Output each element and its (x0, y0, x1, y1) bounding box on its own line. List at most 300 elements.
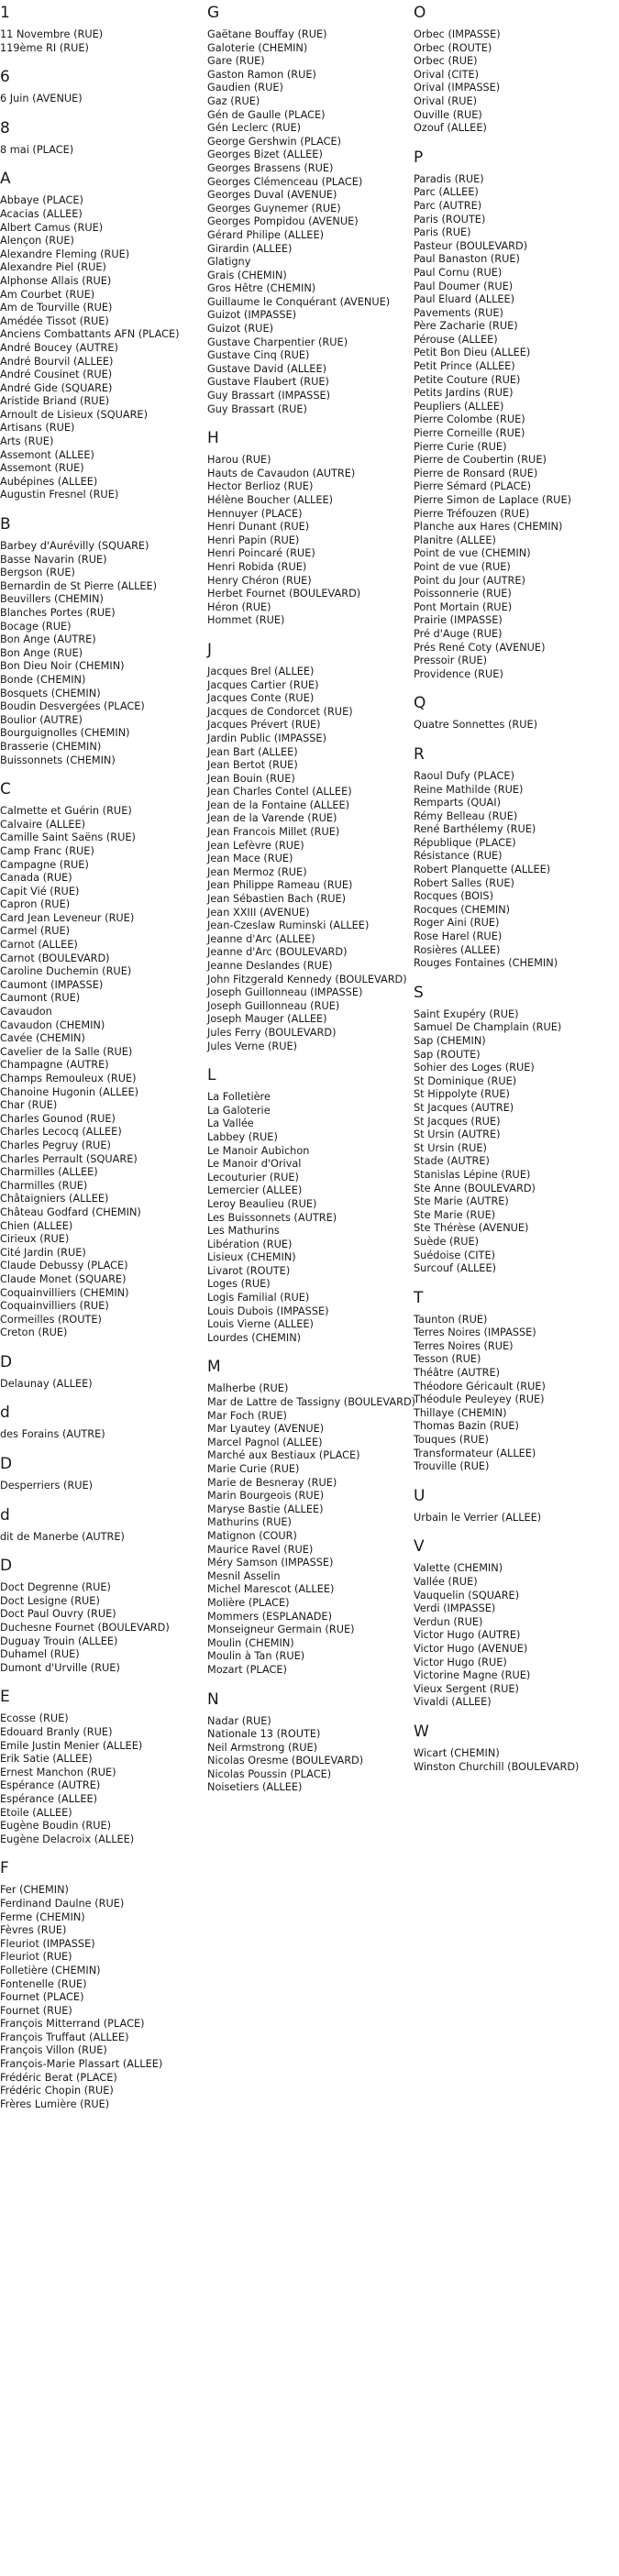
street-item: Robert Salles (RUE) (414, 876, 514, 889)
street-item: Malherbe (RUE) (207, 1382, 289, 1395)
street-index-column (414, 4, 613, 1787)
street-item: Pierre Tréfouzen (RUE) (414, 507, 530, 520)
street-item: Pressoir (RUE) (414, 655, 488, 667)
street-item: Frères Lumière (RUE) (0, 2097, 110, 2110)
street-item: Char (RUE) (0, 1099, 58, 1112)
street-item: Orbec (IMPASSE) (414, 28, 501, 40)
street-item: Victor Hugo (AUTRE) (414, 1629, 521, 1642)
street-item: Chien (ALLEE) (0, 1219, 73, 1232)
street-item: Henri Poincaré (RUE) (207, 547, 315, 560)
street-item: Charmilles (ALLEE) (0, 1166, 98, 1179)
street-item: Château Godfard (CHEMIN) (0, 1205, 141, 1218)
street-item: Card Jean Leveneur (RUE) (0, 911, 135, 924)
section-letter-heading: Q (414, 694, 426, 713)
street-item: Aubépines (ALLEE) (0, 475, 98, 488)
street-list (414, 173, 613, 682)
street-list (0, 1531, 200, 1545)
street-item: Orival (CITE) (414, 68, 480, 81)
street-item: Erik Satie (ALLEE) (0, 1753, 93, 1766)
street-item: Gaston Ramon (RUE) (207, 68, 316, 81)
street-item: Gare (RUE) (207, 55, 265, 68)
section-letter-heading: D (0, 1455, 13, 1474)
street-item: dit de Manerbe (AUTRE) (0, 1530, 125, 1543)
street-item: Peupliers (ALLEE) (414, 400, 504, 413)
street-item: Georges Duval (AVENUE) (207, 189, 337, 202)
street-item: Jeanne d'Arc (BOULEVARD) (207, 946, 348, 959)
street-item: Paul Cornu (RUE) (414, 266, 503, 279)
street-item: Assemont (RUE) (0, 462, 84, 475)
street-item: Ernest Manchon (RUE) (0, 1766, 116, 1778)
street-item: Camille Saint Saëns (RUE) (0, 831, 136, 844)
street-item: Jean XXIII (AVENUE) (207, 906, 310, 919)
street-item: Rosières (ALLEE) (414, 943, 501, 956)
street-list (414, 1562, 613, 1710)
street-item: Nicolas Poussin (PLACE) (207, 1767, 332, 1780)
street-item: Jean Lefèvre (RUE) (207, 839, 304, 852)
section-letter-heading: 8 (0, 118, 10, 138)
street-item: Henri Dunant (RUE) (207, 521, 310, 534)
street-item: Moulin à Tan (RUE) (207, 1650, 305, 1663)
street-item: Poissonnerie (RUE) (414, 588, 512, 600)
street-item: La Galoterie (207, 1104, 271, 1117)
street-item: Thillaye (CHEMIN) (414, 1406, 507, 1419)
street-item: Henri Robida (RUE) (207, 560, 307, 573)
street-item: Orbec (ROUTE) (414, 41, 492, 54)
street-item: Guy Brassart (RUE) (207, 402, 307, 415)
street-item: Transformateur (ALLEE) (414, 1447, 536, 1459)
street-item: Vallée (RUE) (414, 1576, 478, 1588)
street-item: Ferdinand Daulne (RUE) (0, 1897, 125, 1910)
street-item: Ferme (CHEMIN) (0, 1910, 85, 1923)
street-item: Les Buissonnets (AUTRE) (207, 1211, 337, 1224)
section-letter-heading: D (0, 1557, 13, 1576)
street-item: Doct Degrenne (RUE) (0, 1581, 111, 1594)
section-letter-heading: d (0, 1505, 10, 1525)
street-item: Coquainvilliers (RUE) (0, 1300, 109, 1313)
street-item: Hennuyer (PLACE) (207, 507, 303, 520)
letter-section (207, 4, 407, 416)
street-item: Sohier des Loges (RUE) (414, 1062, 535, 1074)
street-index-column (207, 4, 416, 1808)
section-letter-heading: C (0, 780, 11, 799)
street-item: La Folletière (207, 1091, 271, 1104)
section-letter-heading: E (0, 1688, 10, 1707)
street-item: Fontenelle (RUE) (0, 1977, 87, 1990)
street-item: Duchesne Fournet (BOULEVARD) (0, 1622, 170, 1635)
street-item: Desperriers (RUE) (0, 1480, 94, 1492)
street-item: François Mitterrand (PLACE) (0, 2018, 145, 2031)
street-item: Fournet (PLACE) (0, 1991, 84, 2004)
street-item: Nadar (RUE) (207, 1714, 271, 1727)
street-item: Michel Marescot (ALLEE) (207, 1583, 335, 1596)
section-letter-heading: F (0, 1859, 9, 1878)
street-item: Ste Thérèse (AVENUE) (414, 1222, 529, 1235)
street-item: Rose Harel (RUE) (414, 930, 503, 943)
street-item: Doct Paul Ouvry (RUE) (0, 1608, 116, 1621)
street-item: Delaunay (ALLEE) (0, 1377, 93, 1390)
street-item: Lemercier (ALLEE) (207, 1184, 303, 1197)
street-item: Jean de la Varende (RUE) (207, 812, 337, 825)
street-item: Anciens Combattants AFN (PLACE) (0, 328, 180, 341)
section-letter-heading: S (414, 983, 424, 1002)
street-item: Ste Marie (RUE) (414, 1208, 496, 1221)
street-item: Reine Mathilde (RUE) (414, 783, 524, 796)
street-item: La Vallée (207, 1117, 254, 1130)
street-item: Taunton (RUE) (414, 1313, 488, 1326)
street-item: Ste Anne (BOULEVARD) (414, 1182, 536, 1194)
street-item: Girardin (ALLEE) (207, 242, 293, 255)
street-item: François Villon (RUE) (0, 2044, 107, 2057)
street-item: Pré d'Auge (RUE) (414, 627, 503, 640)
street-item: Am de Tourville (RUE) (0, 302, 113, 314)
street-item: Fèvres (RUE) (0, 1924, 67, 1937)
street-item: Pavements (RUE) (414, 306, 503, 319)
street-item: Victor Hugo (AVENUE) (414, 1642, 528, 1655)
street-item: Marie Curie (RUE) (207, 1463, 300, 1475)
street-item: Carmel (RUE) (0, 925, 71, 938)
street-item: Père Zacharie (RUE) (414, 320, 518, 333)
street-item: Jardin Public (IMPASSE) (207, 732, 326, 744)
street-item: St Hippolyte (RUE) (414, 1088, 510, 1101)
street-item: Creton (RUE) (0, 1327, 68, 1339)
street-item: Aristide Briand (RUE) (0, 395, 110, 408)
street-item: Paul Banaston (RUE) (414, 253, 520, 266)
section-letter-heading: V (414, 1537, 425, 1557)
letter-section (0, 1455, 200, 1493)
street-item: Valette (CHEMIN) (414, 1562, 503, 1575)
letter-section (414, 149, 613, 682)
street-item: Jean Philippe Rameau (RUE) (207, 879, 353, 892)
street-item: Monseigneur Germain (RUE) (207, 1624, 355, 1636)
street-item: Stanislas Lépine (RUE) (414, 1168, 531, 1181)
street-item: Rémy Belleau (RUE) (414, 809, 518, 822)
street-item: Petits Jardins (RUE) (414, 387, 514, 400)
street-item: Marcel Pagnol (ALLEE) (207, 1436, 323, 1448)
letter-section (414, 694, 613, 732)
street-item: Claude Monet (SQUARE) (0, 1272, 127, 1285)
section-letter-heading: W (414, 1722, 429, 1741)
street-item: Loges (RUE) (207, 1278, 271, 1291)
street-item: Logis Familial (RUE) (207, 1292, 310, 1305)
street-item: Marie de Besneray (RUE) (207, 1476, 337, 1489)
street-item: Théodule Peuleyey (RUE) (414, 1393, 545, 1406)
street-item: Jean Francois Millet (RUE) (207, 826, 340, 839)
street-item: Providence (RUE) (414, 667, 503, 680)
street-item: Thomas Bazin (RUE) (414, 1420, 519, 1433)
street-item: Cavée (CHEMIN) (0, 1032, 85, 1045)
letter-section (0, 1859, 200, 2111)
letter-section (0, 515, 200, 767)
street-item: Jeanne Deslandes (RUE) (207, 960, 333, 972)
street-item: Hélène Boucher (ALLEE) (207, 494, 334, 506)
street-item: Lourdes (CHEMIN) (207, 1331, 302, 1344)
street-item: Pont Mortain (RUE) (414, 600, 513, 613)
street-item: Guy Brassart (IMPASSE) (207, 390, 331, 402)
street-item: Ecosse (RUE) (0, 1712, 69, 1725)
street-item: Boulior (AUTRE) (0, 713, 83, 726)
street-item: Lecouturier (RUE) (207, 1171, 299, 1183)
street-item: Héron (RUE) (207, 600, 271, 613)
section-letter-heading: D (0, 1352, 13, 1371)
street-list (0, 28, 200, 55)
street-item: Maryse Bastie (ALLEE) (207, 1503, 324, 1515)
street-item: Bergson (RUE) (0, 567, 75, 579)
street-item: Libération (RUE) (207, 1238, 293, 1250)
street-item: Rocques (BOIS) (414, 890, 493, 903)
street-item: Petit Bon Dieu (ALLEE) (414, 347, 531, 359)
street-item: Charles Pegruy (RUE) (0, 1139, 111, 1151)
street-item: Point du Jour (AUTRE) (414, 574, 525, 587)
street-item: Gén de Gaulle (PLACE) (207, 108, 326, 121)
street-item: Victorine Magne (RUE) (414, 1669, 531, 1682)
street-item: Joseph Guillonneau (RUE) (207, 999, 340, 1012)
letter-section (414, 984, 613, 1276)
street-item: Gaëtane Bouffay (RUE) (207, 28, 327, 40)
street-item: St Ursin (AUTRE) (414, 1128, 501, 1141)
street-item: Les Mathurins (207, 1225, 280, 1238)
street-item: Méry Samson (IMPASSE) (207, 1557, 334, 1569)
street-item: Labbey (RUE) (207, 1130, 278, 1143)
street-item: Nicolas Oresme (BOULEVARD) (207, 1755, 364, 1767)
letter-section (0, 1688, 200, 1846)
letter-section (0, 1557, 200, 1675)
street-item: Nationale 13 (ROUTE) (207, 1728, 321, 1741)
street-item: Louis Vierne (ALLEE) (207, 1318, 314, 1331)
street-item: Frédéric Berat (PLACE) (0, 2071, 117, 2084)
letter-section (207, 1066, 407, 1345)
street-item: Quatre Sonnettes (RUE) (414, 719, 538, 732)
street-item: Pierre Curie (RUE) (414, 440, 507, 453)
street-item: Assemont (ALLEE) (0, 448, 94, 461)
street-item: Guizot (RUE) (207, 323, 273, 336)
street-item: Am Courbet (RUE) (0, 288, 95, 301)
street-item: André Gide (SQUARE) (0, 381, 113, 394)
street-item: Barbey d'Aurévilly (SQUARE) (0, 540, 149, 553)
street-item: 119ème RI (RUE) (0, 41, 89, 54)
street-item: Jacques Prévert (RUE) (207, 719, 321, 732)
letter-section (0, 1506, 200, 1545)
street-item: André Bourvil (ALLEE) (0, 355, 114, 368)
section-letter-heading: R (414, 744, 425, 764)
street-item: Emile Justin Menier (ALLEE) (0, 1739, 143, 1752)
street-item: Basse Navarin (RUE) (0, 553, 107, 566)
street-item: Carnot (BOULEVARD) (0, 952, 110, 964)
letter-section (207, 429, 407, 628)
letter-section (0, 170, 200, 502)
street-list (207, 454, 407, 628)
street-item: Le Manoir Aubichon (207, 1144, 310, 1157)
street-list (207, 28, 407, 416)
street-item: Résistance (RUE) (414, 850, 503, 863)
section-letter-heading: M (207, 1358, 221, 1377)
street-item: Charles Gounod (RUE) (0, 1112, 116, 1125)
street-item: Jean Mace (RUE) (207, 853, 293, 865)
street-item: André Cousinet (RUE) (0, 369, 113, 381)
street-item: Espérance (ALLEE) (0, 1792, 98, 1805)
street-item: Charmilles (RUE) (0, 1179, 88, 1192)
street-item: Rouges Fontaines (CHEMIN) (414, 957, 558, 970)
street-item: Parc (AUTRE) (414, 199, 482, 212)
street-item: Alphonse Allais (RUE) (0, 274, 112, 287)
street-item: Tesson (RUE) (414, 1353, 481, 1366)
street-item: Fleuriot (RUE) (0, 1951, 72, 1964)
street-item: Georges Clémenceau (PLACE) (207, 175, 363, 188)
letter-section (0, 780, 200, 1340)
street-item: Mathurins (RUE) (207, 1516, 292, 1529)
street-item: Joseph Guillonneau (IMPASSE) (207, 986, 363, 999)
street-item: Pérouse (ALLEE) (414, 333, 498, 346)
street-item: Charles Lecocq (ALLEE) (0, 1126, 122, 1139)
street-item: Alexandre Fleming (RUE) (0, 248, 130, 260)
letter-section (207, 1690, 407, 1796)
street-item: Paul Doumer (RUE) (414, 280, 514, 292)
street-item: Gustave Flaubert (RUE) (207, 376, 329, 389)
street-item: Chanoine Hugonin (ALLEE) (0, 1085, 139, 1098)
street-item: Théodore Géricault (RUE) (414, 1380, 546, 1393)
street-item: Wicart (CHEMIN) (414, 1746, 500, 1759)
street-item: Robert Planquette (ALLEE) (414, 864, 551, 876)
street-item: John Fitzgerald Kennedy (BOULEVARD) (207, 973, 407, 985)
section-letter-heading: G (207, 4, 220, 22)
street-item: Marin Bourgeois (RUE) (207, 1490, 325, 1503)
letter-section (414, 1723, 613, 1774)
street-list (0, 194, 200, 502)
street-item: Coquainvilliers (CHEMIN) (0, 1286, 129, 1299)
street-item: Châtaigniers (ALLEE) (0, 1193, 109, 1205)
street-item: St Ursin (RUE) (414, 1141, 487, 1154)
street-item: Amédée Tissot (RUE) (0, 314, 109, 327)
street-item: Etoile (ALLEE) (0, 1806, 72, 1819)
street-item: St Jacques (AUTRE) (414, 1101, 514, 1114)
street-item: Lisieux (CHEMIN) (207, 1251, 296, 1264)
street-item: Mommers (ESPLANADE) (207, 1610, 332, 1623)
street-list (0, 144, 200, 158)
street-item: Jules Ferry (BOULEVARD) (207, 1026, 337, 1039)
street-item: Charles Perrault (SQUARE) (0, 1152, 138, 1165)
street-item: Gérard Philipe (ALLEE) (207, 228, 324, 241)
street-item: Duhamel (RUE) (0, 1648, 80, 1661)
street-list (0, 805, 200, 1340)
street-item: Edouard Branly (RUE) (0, 1726, 113, 1738)
street-item: Sap (ROUTE) (414, 1048, 481, 1061)
street-item: Gros Hêtre (CHEMIN) (207, 282, 316, 295)
street-item: Orival (RUE) (414, 94, 478, 107)
section-letter-heading: U (414, 1486, 426, 1505)
street-item: 8 mai (PLACE) (0, 143, 74, 156)
street-item: Artisans (RUE) (0, 422, 75, 435)
street-list (0, 540, 200, 767)
street-item: Caumont (RUE) (0, 992, 81, 1005)
street-item: Carnot (ALLEE) (0, 939, 78, 952)
street-item: Vivaldi (ALLEE) (414, 1696, 492, 1709)
street-item: Prés René Coty (AVENUE) (414, 641, 546, 654)
section-letter-heading: N (207, 1690, 219, 1709)
street-list (207, 666, 407, 1053)
street-item: Cavaudon (CHEMIN) (0, 1018, 105, 1031)
street-list (414, 1314, 613, 1474)
street-item: Marché aux Bestiaux (PLACE) (207, 1449, 360, 1462)
street-item: Pierre Corneille (RUE) (414, 427, 525, 440)
section-letter-heading: J (207, 640, 213, 659)
section-letter-heading: O (414, 4, 426, 22)
street-list (0, 1581, 200, 1675)
street-item: Folletière (CHEMIN) (0, 1964, 101, 1976)
street-item: Maurice Ravel (RUE) (207, 1543, 314, 1556)
street-item: Alexandre Piel (RUE) (0, 261, 106, 274)
street-item: Hauts de Cavaudon (AUTRE) (207, 467, 356, 479)
street-item: Louis Dubois (IMPASSE) (207, 1305, 329, 1317)
street-item: Champs Remouleux (RUE) (0, 1073, 137, 1084)
letter-section (0, 4, 200, 55)
street-item: Pierre de Ronsard (RUE) (414, 467, 538, 479)
section-letter-heading: H (207, 429, 219, 448)
street-item: Ozouf (ALLEE) (414, 122, 487, 135)
street-item: Point de vue (RUE) (414, 560, 511, 573)
street-item: Arts (RUE) (0, 435, 54, 448)
street-item: Fleuriot (IMPASSE) (0, 1937, 95, 1950)
street-item: Arnoult de Lisieux (SQUARE) (0, 408, 148, 421)
street-item: Bocage (RUE) (0, 620, 72, 633)
street-item: Stade (AUTRE) (414, 1155, 490, 1168)
street-item: Urbain le Verrier (ALLEE) (414, 1511, 542, 1524)
street-item: Bon Ange (AUTRE) (0, 633, 96, 646)
street-item: Jacques Conte (RUE) (207, 692, 315, 705)
street-item: Jacques de Condorcet (RUE) (207, 705, 353, 718)
street-list (207, 1091, 407, 1345)
street-item: Sap (CHEMIN) (414, 1035, 486, 1047)
street-item: Samuel De Champlain (RUE) (414, 1021, 562, 1034)
street-item: Trouville (RUE) (414, 1460, 490, 1473)
street-item: Henri Papin (RUE) (207, 534, 300, 546)
street-item: Pasteur (BOULEVARD) (414, 239, 528, 252)
letter-section (414, 1537, 613, 1710)
street-item: Théâtre (AUTRE) (414, 1367, 500, 1380)
letter-section (414, 4, 613, 136)
street-item: Paris (RUE) (414, 226, 471, 239)
street-item: Frédéric Chopin (RUE) (0, 2085, 114, 2097)
street-item: Vauquelin (SQUARE) (414, 1589, 520, 1602)
street-item: Le Manoir d'Orival (207, 1158, 302, 1171)
street-item: Brasserie (CHEMIN) (0, 740, 102, 753)
street-item: Henry Chéron (RUE) (207, 574, 312, 587)
street-item: 6 Juin (AVENUE) (0, 93, 83, 105)
street-item: Point de vue (CHEMIN) (414, 547, 531, 560)
street-item: Jean Bouin (RUE) (207, 772, 295, 785)
section-letter-heading: 1 (0, 4, 10, 22)
street-item: Mar de Lattre de Tassigny (BOULEVARD) (207, 1396, 416, 1409)
street-item: Ste Marie (AUTRE) (414, 1195, 509, 1208)
street-item: Jules Verne (RUE) (207, 1040, 298, 1052)
street-item: Espérance (AUTRE) (0, 1779, 101, 1792)
street-item: Grais (CHEMIN) (207, 269, 287, 281)
street-item: Bosquets (CHEMIN) (0, 687, 101, 699)
street-list (414, 719, 613, 732)
street-item: Doct Lesigne (RUE) (0, 1594, 100, 1607)
street-item: Georges Guynemer (RUE) (207, 202, 341, 215)
street-item: Pierre Sémard (PLACE) (414, 480, 532, 493)
street-item: Calvaire (ALLEE) (0, 818, 86, 831)
street-item: Bon Dieu Noir (CHEMIN) (0, 660, 125, 673)
street-item: Pierre Colombe (RUE) (414, 413, 525, 426)
letter-section (414, 1487, 613, 1525)
street-item: Abbaye (PLACE) (0, 194, 83, 207)
street-item: Roger Aini (RUE) (414, 917, 500, 930)
street-item: Georges Brassens (RUE) (207, 161, 334, 174)
street-item: Herbet Fournet (BOULEVARD) (207, 588, 361, 600)
street-item: Claude Debussy (PLACE) (0, 1260, 128, 1272)
street-item: Capit Vié (RUE) (0, 885, 80, 897)
street-item: Suède (RUE) (414, 1235, 480, 1248)
